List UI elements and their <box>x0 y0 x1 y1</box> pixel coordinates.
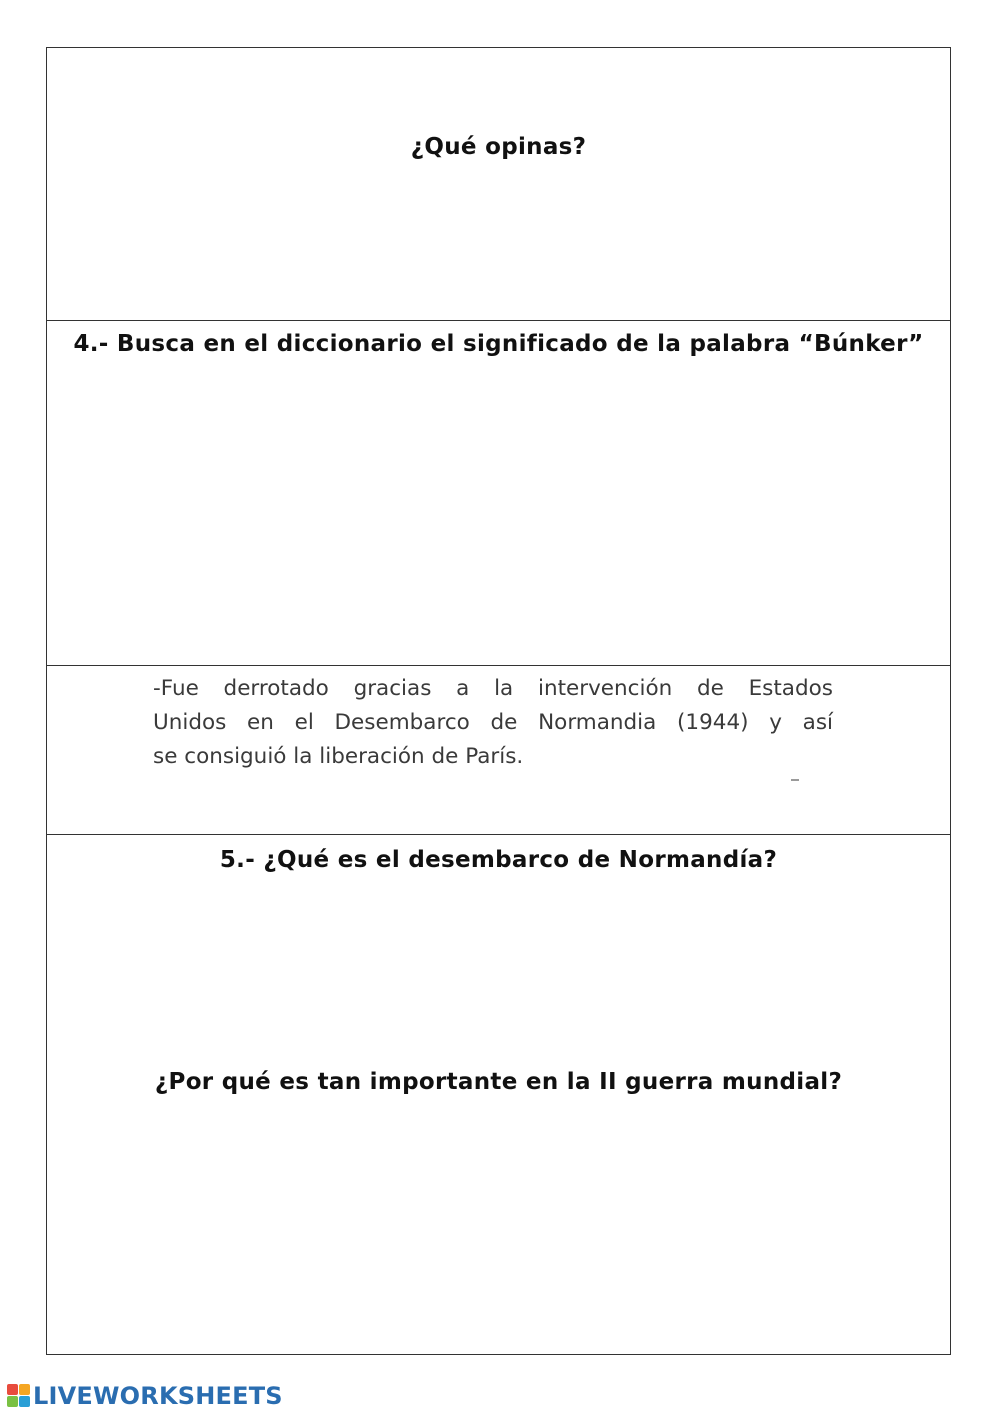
logo-tile <box>19 1396 30 1407</box>
scanned-line: Unidos en el Desembarco de Normandia (1944) y así <box>153 710 833 735</box>
opinion-cell <box>47 48 950 321</box>
question-4: 4.- Busca en el diccionario el significado de la palabra “Búnker” <box>73 331 924 357</box>
worksheet-table <box>46 47 951 1355</box>
bunker-cell <box>47 321 950 666</box>
normandy-cell <box>47 835 950 1355</box>
scanned-paragraph <box>153 672 833 774</box>
logo-tile <box>19 1384 30 1395</box>
scanned-text-cell <box>47 666 950 835</box>
scanned-line: -Fue derrotado gracias a la intervención de Estados <box>153 676 833 701</box>
opinion-question: ¿Qué opinas? <box>410 134 587 160</box>
scan-artifact <box>791 779 799 781</box>
logo-tile <box>7 1384 18 1395</box>
question-5: 5.- ¿Qué es el desembarco de Normandía? <box>219 847 778 873</box>
scanned-line: se consiguió la liberación de París. <box>153 744 524 769</box>
liveworksheets-logo <box>7 1381 283 1411</box>
logo-grid-icon <box>7 1384 31 1408</box>
logo-tile <box>7 1396 18 1407</box>
question-5-followup: ¿Por qué es tan importante en la II guerra mundial? <box>154 1069 843 1095</box>
brand-name: LIVEWORKSHEETS <box>33 1382 283 1410</box>
